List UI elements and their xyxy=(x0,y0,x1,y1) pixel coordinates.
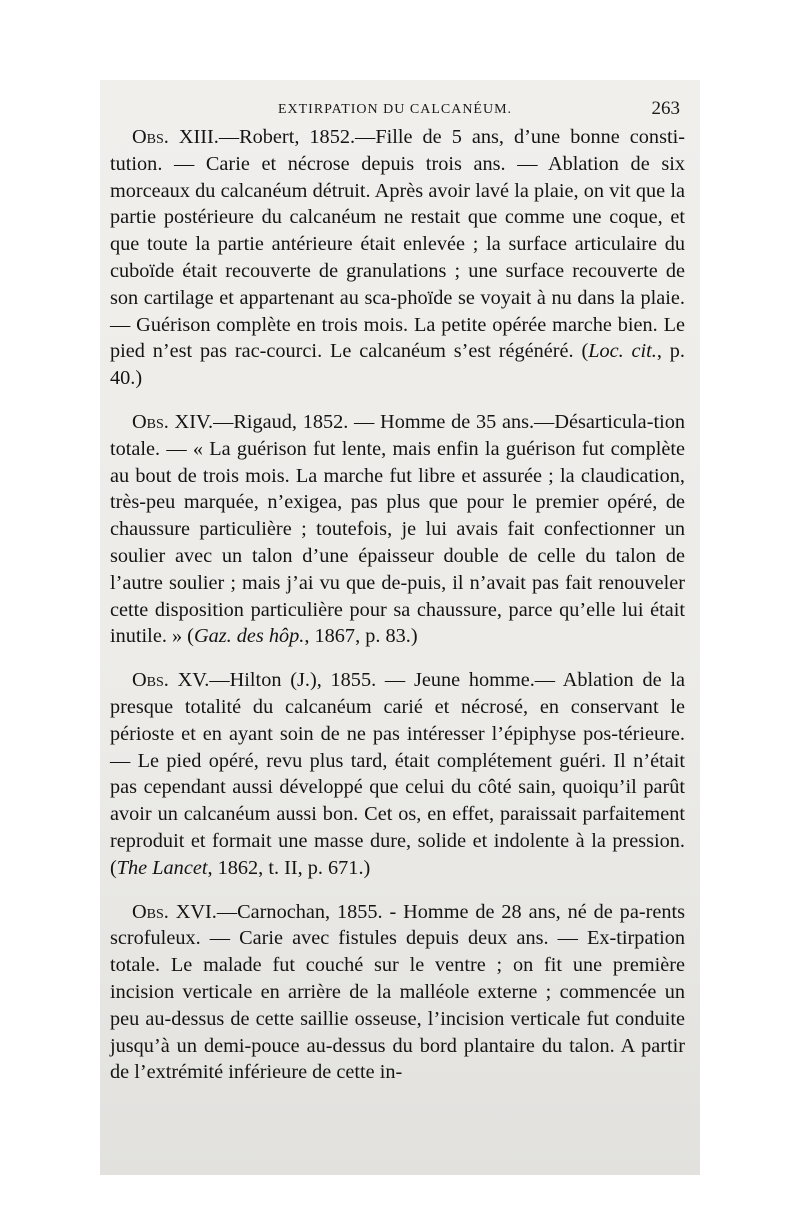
observation-text: —Hilton (J.), 1855. — Jeune homme.— Ablation de la presque totalité du calcanéum carié et nécrosé, en conservant le périoste et en ayant soin de ne pas intéresser l’épiphyse pos-térieure. — Le pied opéré, revu plus tard, était complétement guéri. Il n’était pas cependant aussi développé que celui du côté sain, quoiqu’il parût avoir un calcanéum aussi bon. Cet os, en effet, paraissait parfaitement reproduit et formait une masse dure, solide et indolente à la pression. ( xyxy=(110,669,685,879)
reference-title: The Lancet xyxy=(116,856,208,879)
observation-label: Obs. XIV. xyxy=(132,410,214,433)
observation-label: Obs. XV. xyxy=(132,669,210,692)
observation-14 xyxy=(110,409,685,650)
page-number: 263 xyxy=(651,98,680,119)
reference-title: Gaz. des hôp. xyxy=(193,625,305,648)
reference-title: Loc. cit. xyxy=(588,340,657,363)
observation-13 xyxy=(110,124,685,392)
running-title: EXTIRPATION DU CALCANÉUM. xyxy=(277,102,513,117)
running-header xyxy=(110,98,680,122)
observation-15 xyxy=(110,667,685,881)
observation-text: —Carnochan, 1855. - Homme de 28 ans, né de pa-rents scrofuleux. — Carie avec fistules depuis deux ans. — Ex-tirpation totale. Le malade fut couché sur le ventre ; on fit une première incision verticale en arrière de la malléole externe ; commencée un peu au-dessus de cette saillie osseuse, l’incision verticale fut conduite jusqu’à un demi-pouce au-dessus du bord plantaire du talon. A partir de l’extrémité inférieure de cette in- xyxy=(110,900,685,1084)
observation-text: —Rigaud, 1852. — Homme de 35 ans.—Désarticula-tion totale. — « La guérison fut lente, mais enfin la guérison fut complète au bout de trois mois. La marche fut libre et assurée ; la claudication, très-peu marquée, n’exigea, pas plus que pour le premier opéré, de chaussure particulière ; toutefois, je lui avais fait confectionner un soulier avec un talon d’une épaisseur double de celle du talon de l’autre soulier ; mais j’ai vu que de-puis, il n’avait pas fait renouveler cette disposition particulière pour sa chaussure, parce qu’elle lui était inutile. » ( xyxy=(110,410,685,648)
observation-label: Obs. XVI. xyxy=(132,900,217,923)
reference-details: , p. 40.) xyxy=(110,340,685,390)
reference-details: , 1867, p. 83.) xyxy=(304,625,418,648)
observation-16 xyxy=(110,899,685,1087)
observation-text: —Robert, 1852.—Fille de 5 ans, d’une bonne consti-tution. — Carie et nécrose depuis trois ans. — Ablation de six morceaux du calcanéum détruit. Après avoir lavé la plaie, on vit que la partie postérieure du calcanéum ne restait que comme une coque, et que toute la partie antérieure était enlevée ; la surface articulaire du cuboïde était recouverte de granulations ; une surface recouverte de son cartilage et appartenant au sca-phoïde se voyait à nu dans la plaie. — Guérison complète en trois mois. La petite opérée marche bien. Le pied n’est pas rac-courci. Le calcanéum s’est régénéré. ( xyxy=(110,126,685,363)
body-text xyxy=(110,124,685,1086)
observation-label: Obs. XIII. xyxy=(132,126,219,148)
reference-details: , 1862, t. II, p. 671.) xyxy=(207,856,371,879)
